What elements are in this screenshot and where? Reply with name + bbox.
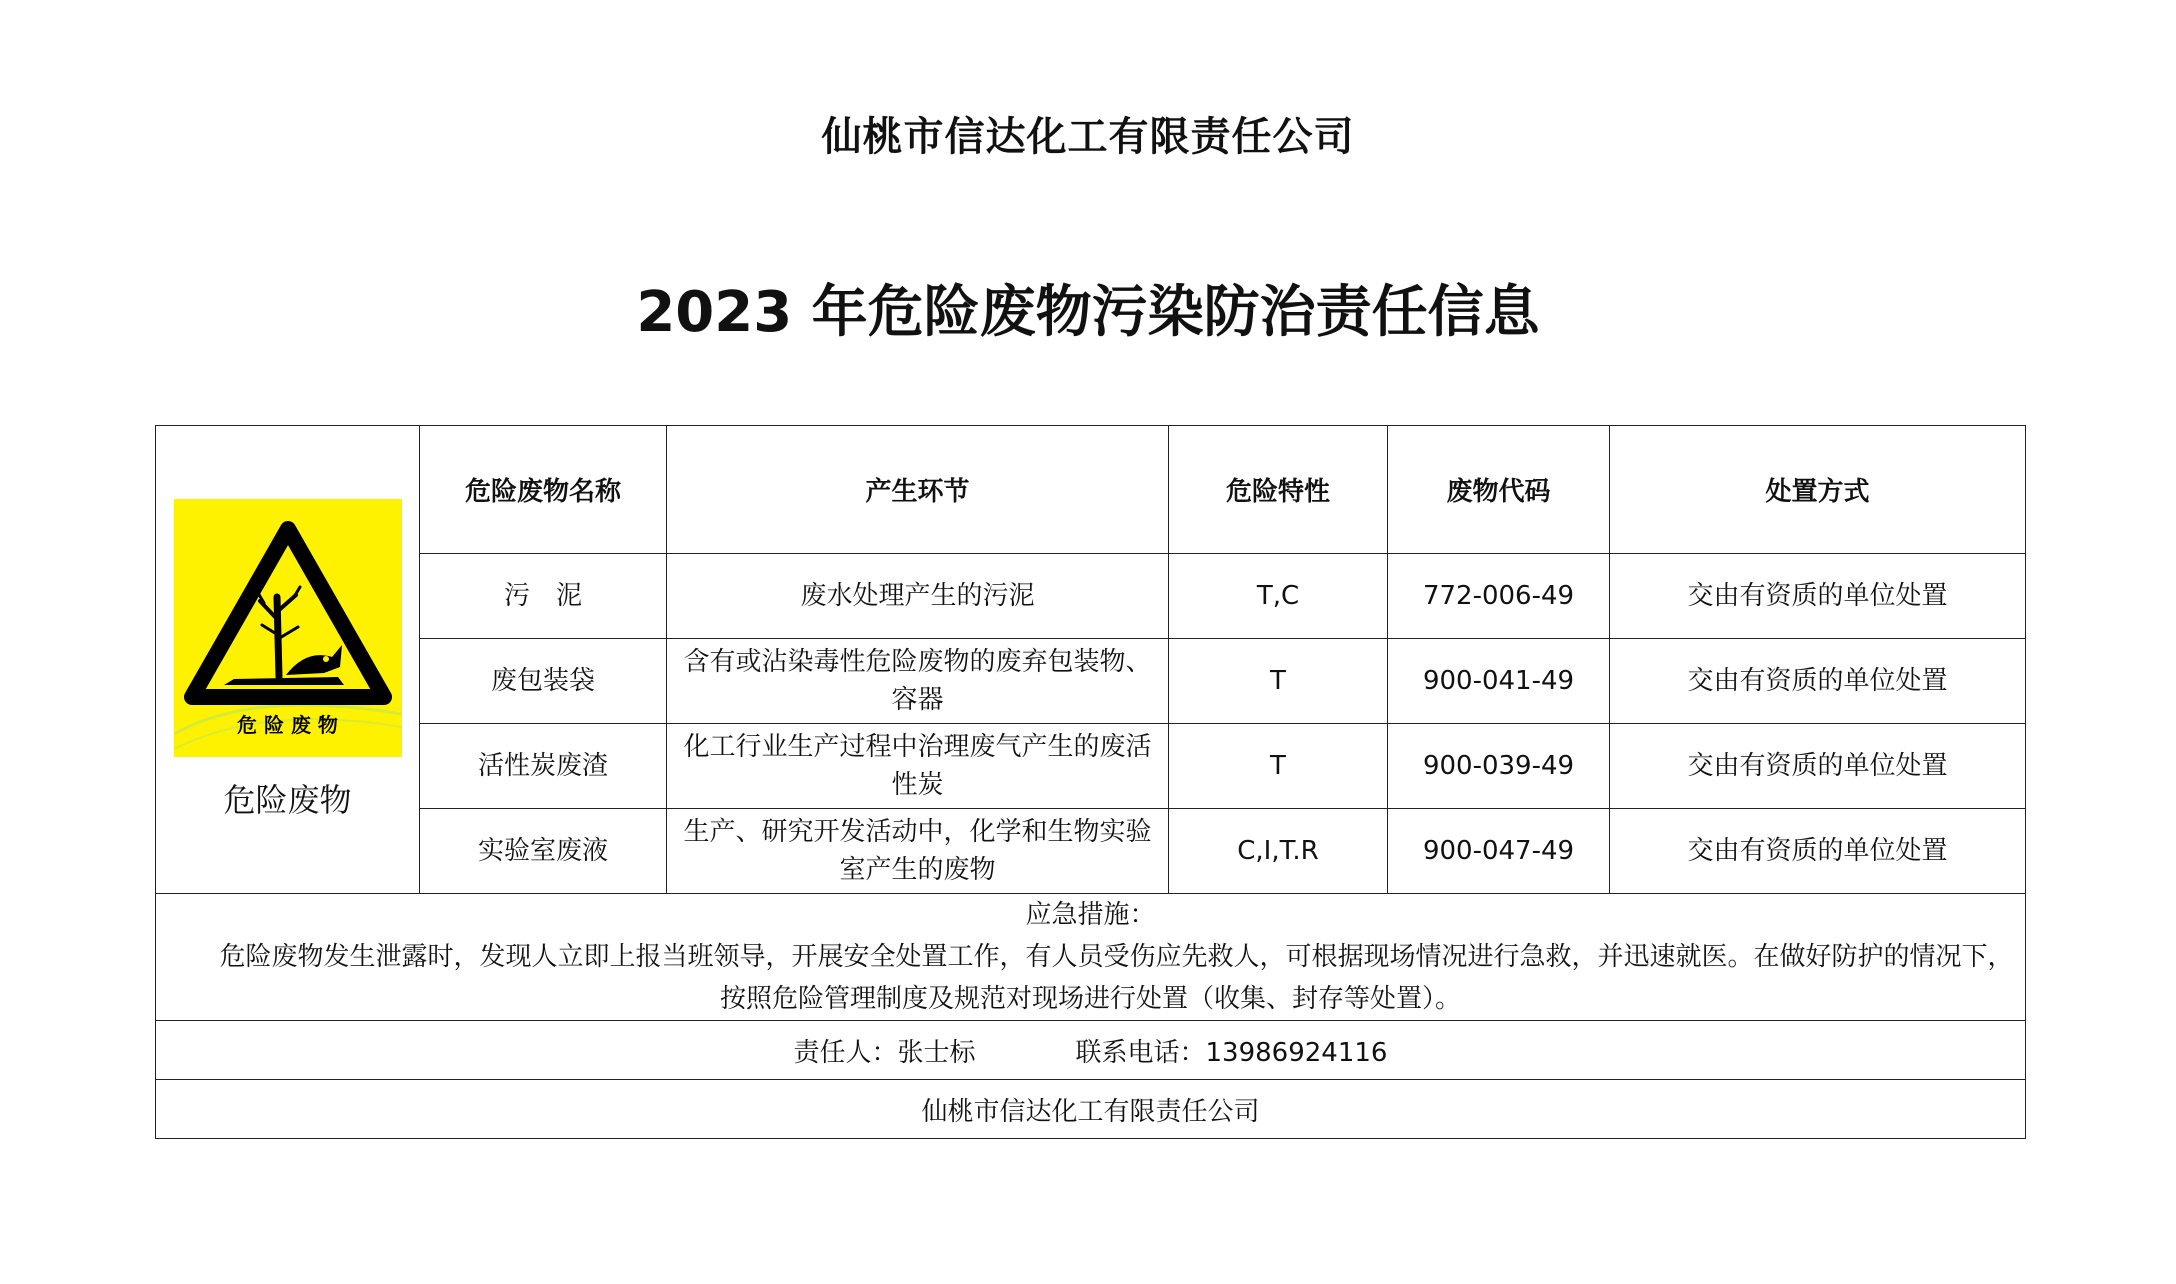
document-title: 2023 年危险废物污染防治责任信息: [636, 280, 1540, 345]
emergency-body: 危险废物发生泄露时，发现人立即上报当班领导，开展安全处置工作，有人员受伤应先救人，可根据现场情况进行急救，并迅速就医。在做好防护的情况下，按照危险管理制度及规范对现场进行处置（收集、封存等处置）。: [219, 942, 2014, 1014]
sign-label: 危 险 废 物: [237, 712, 338, 737]
waste-name: 活性炭废渣: [420, 724, 667, 809]
waste-hazard: T: [1169, 639, 1388, 724]
column-header-hazard: 危险特性: [1169, 426, 1388, 554]
waste-disposal: 交由有资质的单位处置: [1610, 809, 2026, 894]
contact-row: [156, 1021, 2026, 1080]
footer-company: 仙桃市信达化工有限责任公司: [156, 1080, 2026, 1139]
hazardous-waste-sign: [174, 499, 402, 757]
hazardous-waste-table: [155, 425, 2026, 1139]
waste-stage: 含有或沾染毒性危险废物的废弃包装物、容器: [667, 639, 1169, 724]
emergency-heading: 应急措施：: [1025, 900, 1156, 930]
waste-stage: 废水处理产生的污泥: [667, 554, 1169, 639]
responsible-person: 责任人：张士标: [793, 1037, 976, 1068]
column-header-code: 废物代码: [1388, 426, 1610, 554]
column-header-stage: 产生环节: [667, 426, 1169, 554]
waste-hazard: T: [1169, 724, 1388, 809]
emergency-measures: [156, 894, 2026, 1021]
table-header-row: [156, 426, 2026, 554]
waste-hazard: T,C: [1169, 554, 1388, 639]
table-row: [156, 724, 2026, 809]
column-header-name: 危险废物名称: [420, 426, 667, 554]
waste-code: 900-039-49: [1388, 724, 1610, 809]
table-row: [156, 554, 2026, 639]
table-row: [156, 639, 2026, 724]
sign-caption: 危险废物: [223, 780, 352, 819]
waste-hazard: C,I,T.R: [1169, 809, 1388, 894]
waste-name: 废包装袋: [420, 639, 667, 724]
contact-info: [156, 1021, 2026, 1080]
waste-disposal: 交由有资质的单位处置: [1610, 639, 2026, 724]
waste-name: 实验室废液: [420, 809, 667, 894]
waste-disposal: 交由有资质的单位处置: [1610, 554, 2026, 639]
waste-code: 900-047-49: [1388, 809, 1610, 894]
contact-phone: 联系电话：13986924116: [1075, 1037, 1388, 1068]
waste-disposal: 交由有资质的单位处置: [1610, 724, 2026, 809]
waste-stage: 化工行业生产过程中治理废气产生的废活性炭: [667, 724, 1169, 809]
hazard-sign-cell: [156, 426, 420, 894]
waste-stage: 生产、研究开发活动中，化学和生物实验室产生的废物: [667, 809, 1169, 894]
company-title: 仙桃市信达化工有限责任公司: [821, 114, 1355, 160]
footer-row: [156, 1080, 2026, 1139]
emergency-row: [156, 894, 2026, 1021]
column-header-disposal: 处置方式: [1610, 426, 2026, 554]
table-row: [156, 809, 2026, 894]
waste-code: 900-041-49: [1388, 639, 1610, 724]
waste-name: 污 泥: [420, 554, 667, 639]
waste-code: 772-006-49: [1388, 554, 1610, 639]
